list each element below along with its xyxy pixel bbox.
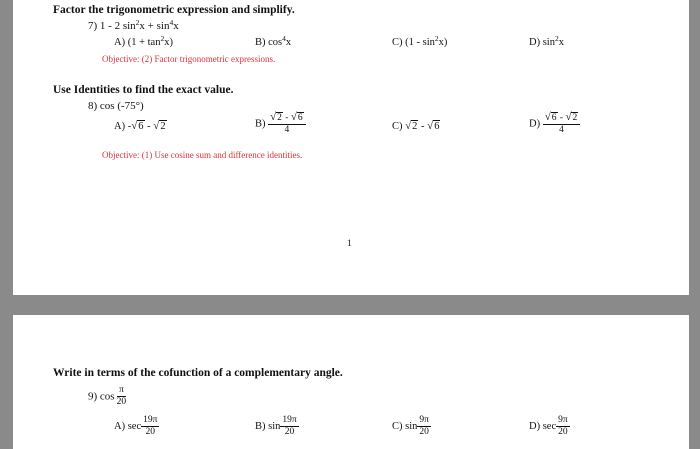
option-7d: D) $\sin^2x$ — [529, 34, 564, 48]
option-8d: D) $\frac{√6 - √2}{4}$ — [529, 112, 580, 136]
option-8b: B) $\frac{√2 - √6}{4}$ — [255, 112, 306, 136]
option-7a: A) $(1 + \tan^2x)$ — [114, 34, 173, 48]
page-number: 1 — [347, 239, 352, 249]
question-number: 9) — [88, 390, 98, 403]
option-7b: B) $\cos^4x$ — [255, 34, 292, 48]
question-number: 7) — [88, 20, 98, 32]
question-7 — [88, 20, 179, 32]
objective-8: Objective: (1) Use cosine sum and difference identities. — [102, 150, 303, 160]
page-1 — [13, 0, 689, 295]
objective-7: Objective: (2) Factor trigonometric expressions. — [102, 54, 276, 64]
question-fraction: $\frac{\pi}{20}$ — [116, 385, 127, 407]
option-8a: A) -√6 - √2 — [114, 120, 166, 132]
question-9: 9) cos $\frac{\pi}{20}$ — [88, 385, 127, 407]
option-9d: D) sec $\frac{9\pi}{20}$ — [529, 415, 568, 437]
section-heading-identities: Use Identities to find the exact value. — [53, 84, 234, 96]
section-heading-factor: Factor the trigonometric expression and simplify. — [53, 4, 295, 16]
section-heading-cofunction: Write in terms of the cofunction of a complementary angle. — [53, 367, 343, 379]
option-9b: B) sin $\frac{19\pi}{20}$ — [255, 415, 297, 437]
question-expression: cos (-75°) — [99, 100, 144, 112]
page-2 — [13, 315, 689, 449]
question-expression: 1 - 2 $\sin^2x + \sin^4x$ — [99, 18, 179, 32]
option-9c: C) sin $\frac{9\pi}{20}$ — [392, 415, 429, 437]
question-number: 8) — [88, 100, 98, 112]
option-9a: A) sec $\frac{19\pi}{20}$ — [114, 415, 158, 437]
option-8c: C) √2 - √6 — [392, 120, 440, 132]
question-8 — [88, 100, 144, 112]
option-7c: C) $(1 - \sin^2x)$ — [392, 34, 448, 48]
